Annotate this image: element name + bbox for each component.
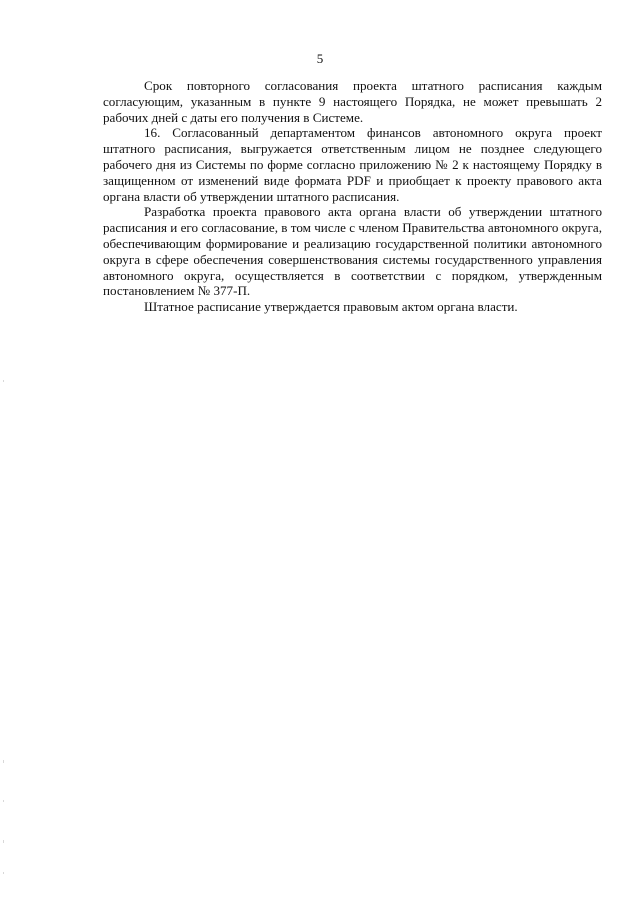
paragraph-legal-act-development: Разработка проекта правового акта органа власти об утверждении штатного расписания и его согласование, в том числе с членом Правительства автономного округа, обеспечивающим формирование и реализацию государственной политики автономного округа в сфере обеспечения совершенствования системы государственного управления автономного округа, осуществляется в соответствии с порядком, утвержденным постановлением № 377-П. — [103, 204, 602, 299]
paragraph-approval-term: Срок повторного согласования проекта штатного расписания каждым согласующим, указанным в пункте 9 настоящего Порядка, не может превышать 2 рабочих дней с даты его получения в Системе. — [103, 78, 602, 125]
document-body — [103, 78, 602, 315]
scan-artifact — [3, 840, 4, 843]
scan-artifact — [3, 800, 4, 802]
scan-artifact — [3, 760, 4, 763]
paragraph-staff-schedule-approval: Штатное расписание утверждается правовым актом органа власти. — [144, 299, 518, 315]
scan-artifact — [3, 380, 4, 382]
paragraph-item-16: 16. Согласованный департаментом финансов автономного округа проект штатного расписания, выгружается ответственным лицом не позднее следующего рабочего дня из Системы по форме согласно приложению № 2 к настоящему Порядку в защищенном от изменений виде формата PDF и приобщает к проекту правового акта органа власти об утверждении штатного расписания. — [103, 125, 602, 204]
page-number: 5 — [316, 51, 324, 66]
scan-artifact — [3, 872, 4, 874]
